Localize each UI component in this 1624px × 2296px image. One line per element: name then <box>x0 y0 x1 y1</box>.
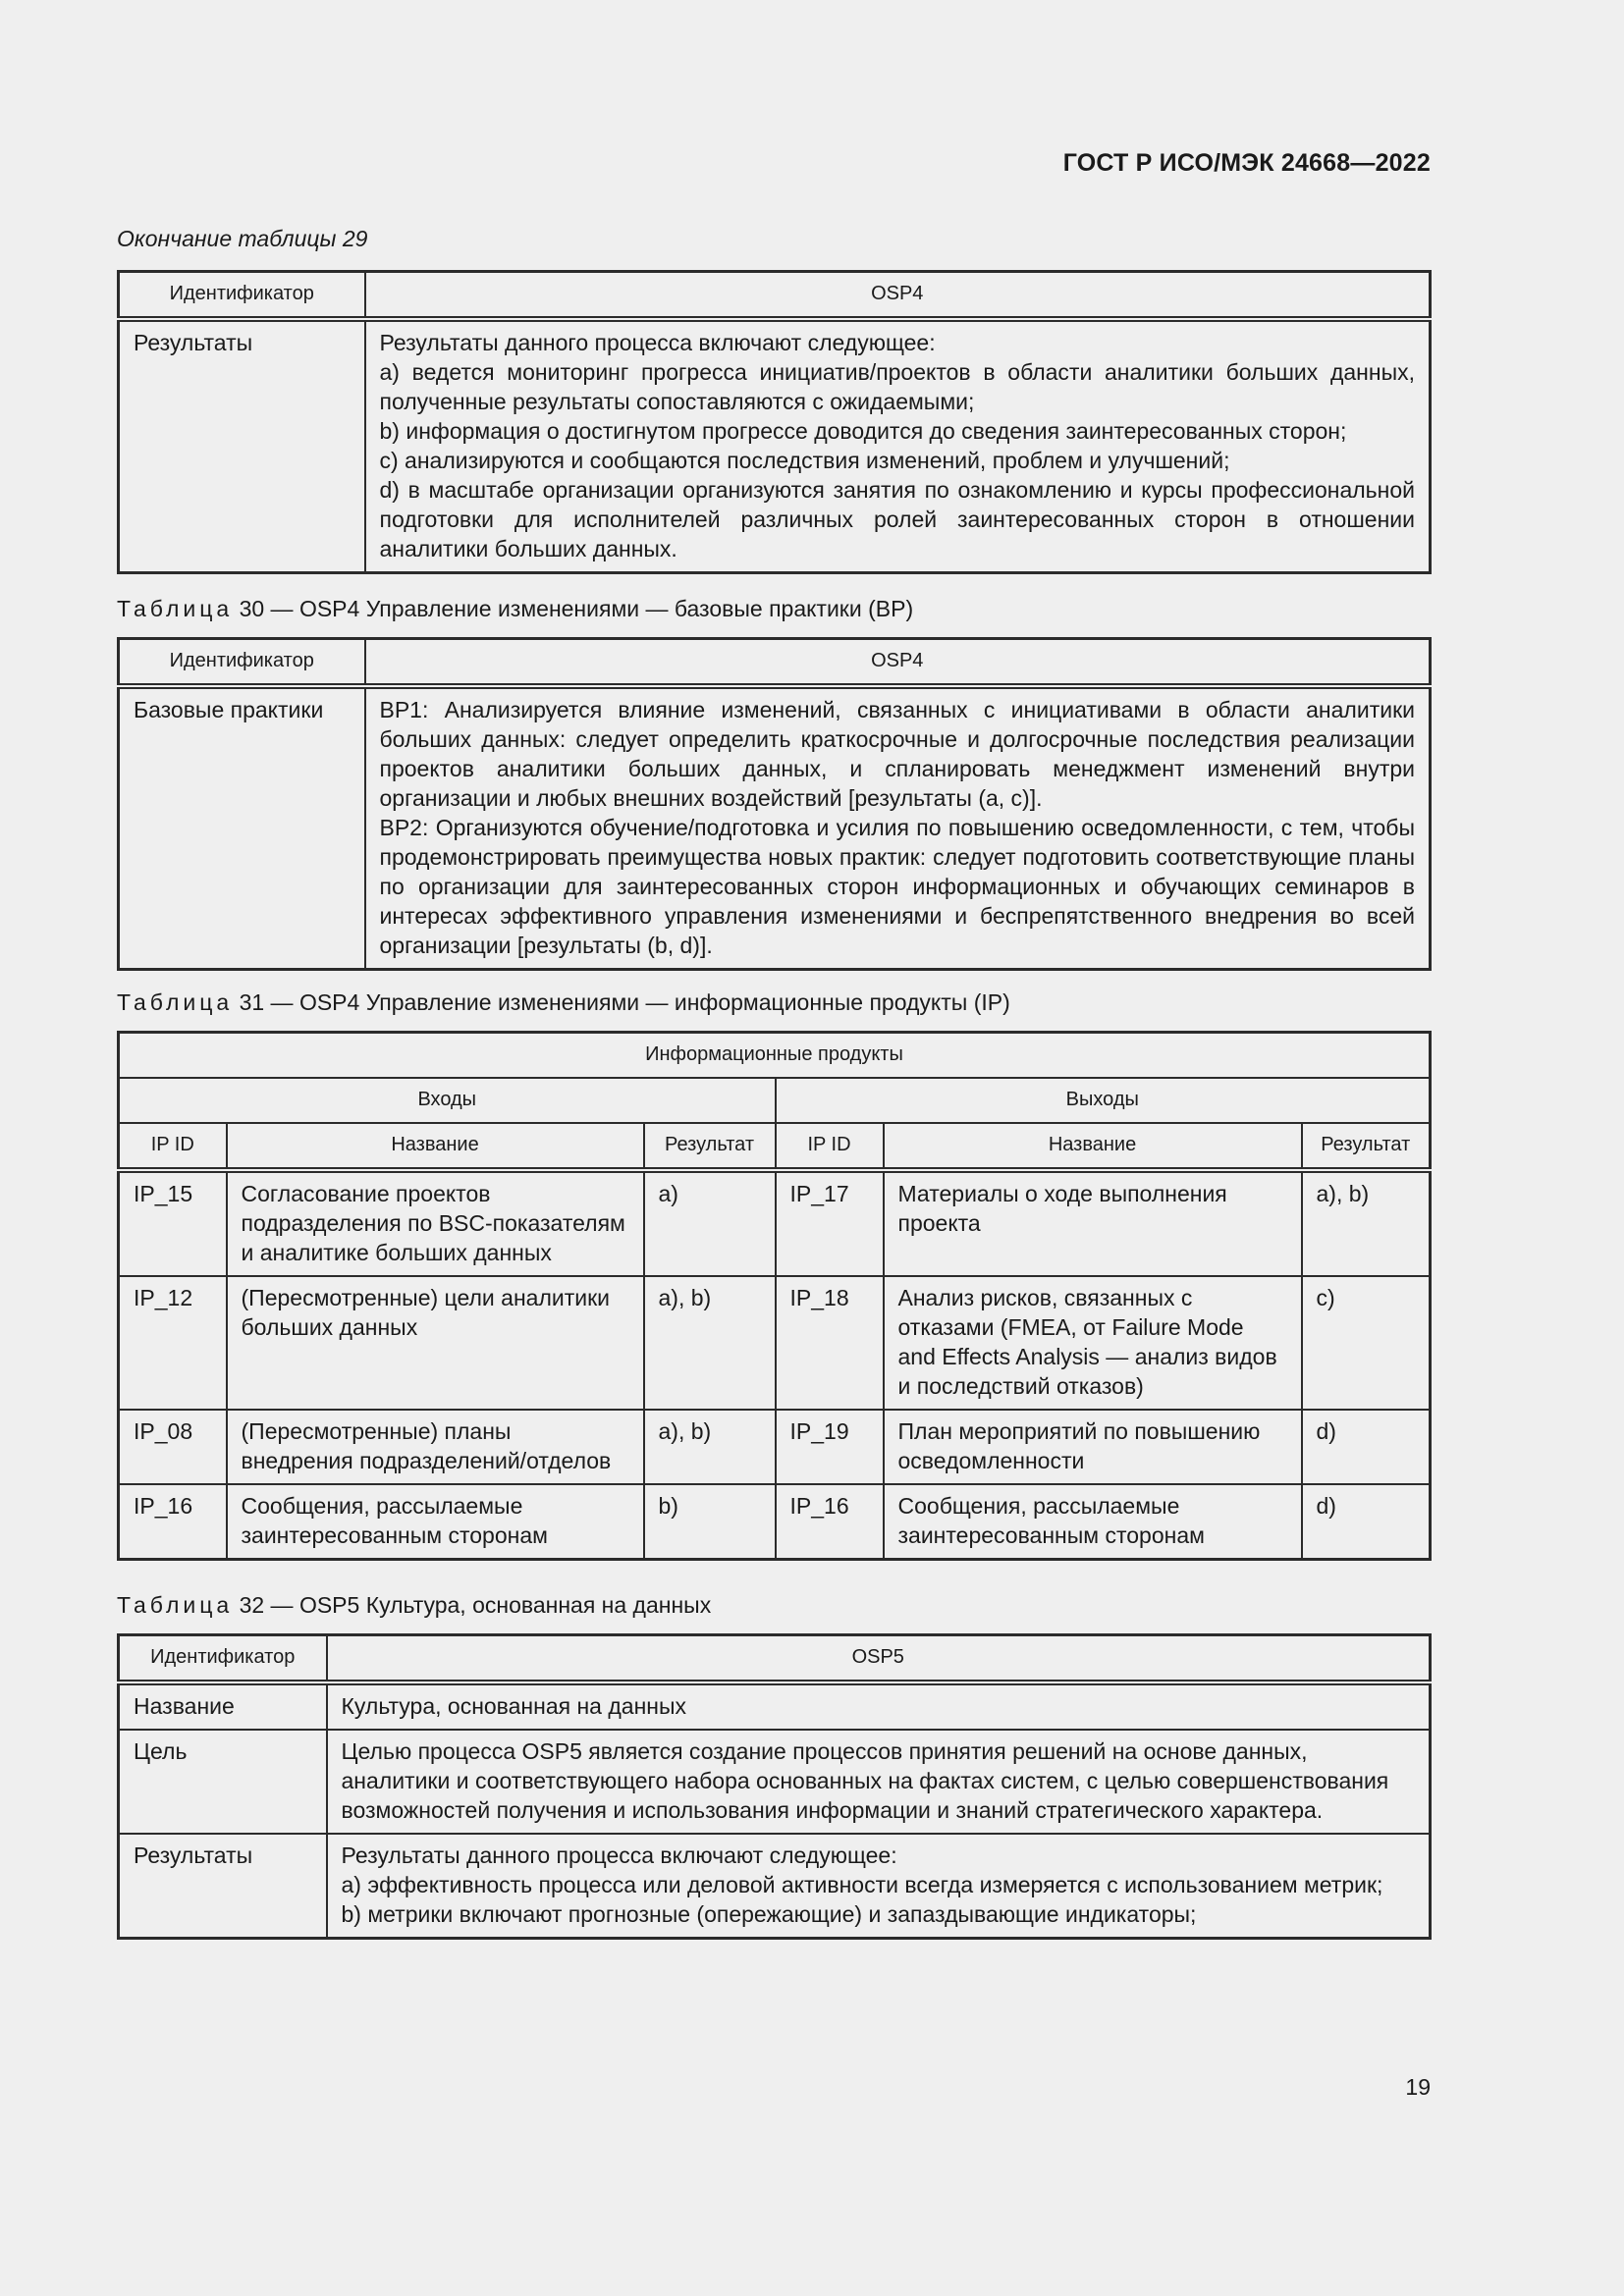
results-cell <box>365 319 1431 573</box>
col-header-process-id: OSP4 <box>365 639 1431 687</box>
results-line: a) ведется мониторинг прогресса инициатив/проектов в области аналитики больших данных, полученные результаты сопоставляются с ожидаемыми; <box>379 359 1415 414</box>
row-label-name: Название <box>119 1682 327 1730</box>
name-cell: Согласование проектов подразделения по BSC-показателям и аналитике больших данных <box>227 1170 644 1276</box>
name-cell: Сообщения, рассылаемые заинтересованным сторонам <box>227 1484 644 1560</box>
ip-id-cell: IP_12 <box>119 1276 227 1410</box>
ip-id-cell: IP_15 <box>119 1170 227 1276</box>
result-cell: d) <box>1302 1410 1431 1484</box>
table-32 <box>117 1633 1432 1940</box>
results-line: a) эффективность процесса или деловой активности всегда измеряется с использованием метрик; <box>341 1872 1383 1897</box>
name-cell: Материалы о ходе выполнения проекта <box>884 1170 1302 1276</box>
result-cell: a), b) <box>644 1410 776 1484</box>
col-name: Название <box>227 1123 644 1170</box>
col-ip-id: IP ID <box>776 1123 884 1170</box>
table-row <box>119 1484 1431 1560</box>
caption-text: 31 — OSP4 Управление изменениями — информационные продукты (IP) <box>239 989 1010 1015</box>
table-row <box>119 1410 1431 1484</box>
result-cell: d) <box>1302 1484 1431 1560</box>
table-30 <box>117 637 1432 971</box>
name-cell: План мероприятий по повышению осведомленности <box>884 1410 1302 1484</box>
name-cell: Сообщения, рассылаемые заинтересованным сторонам <box>884 1484 1302 1560</box>
caption-prefix: Таблица <box>117 1592 234 1618</box>
ip-id-cell: IP_16 <box>776 1484 884 1560</box>
caption-prefix: Таблица <box>117 989 234 1015</box>
col-name: Название <box>884 1123 1302 1170</box>
outputs-header: Выходы <box>776 1078 1431 1123</box>
info-products-header: Информационные продукты <box>119 1033 1431 1079</box>
practice-item: BP2: Организуются обучение/подготовка и усилия по повышению осведомленности, с тем, чтобы продемонстрировать преимущества новых практик: следует подготовить соответствующие планы по организации для заинтересованных сторон информационных и обучающих семинаров в интересах эффективного управления изменениями и беспрепятственного внедрения во всей организации [результаты (b, d)]. <box>379 815 1415 958</box>
page-number: 19 <box>1405 2074 1431 2100</box>
results-line: Результаты данного процесса включают следующее: <box>379 330 936 355</box>
caption-text: 30 — OSP4 Управление изменениями — базовые практики (BP) <box>239 596 914 621</box>
results-line: d) в масштабе организации организуются занятия по ознакомлению и курсы профессиональной подготовки для исполнителей различных ролей заинтересованных сторон в отношении аналитики больших данных. <box>379 477 1415 561</box>
document-id-header: ГОСТ Р ИСО/МЭК 24668—2022 <box>1062 149 1431 177</box>
col-header-identifier: Идентификатор <box>119 639 365 687</box>
table31-caption <box>117 989 1010 1016</box>
ip-id-cell: IP_08 <box>119 1410 227 1484</box>
row-label-results: Результаты <box>119 1834 327 1939</box>
name-value-cell: Культура, основанная на данных <box>327 1682 1431 1730</box>
col-result: Результат <box>644 1123 776 1170</box>
goal-value-cell: Целью процесса OSP5 является создание процессов принятия решений на основе данных, аналитики и соответствующего набора основанных на фактах систем, с целью совершенствования возможностей получения и использования информации и знаний стратегического характера. <box>327 1730 1431 1834</box>
result-cell: a), b) <box>1302 1170 1431 1276</box>
row-label-results: Результаты <box>119 319 365 573</box>
results-line: b) метрики включают прогнозные (опережающие) и запаздывающие индикаторы; <box>341 1901 1197 1927</box>
caption-prefix: Таблица <box>117 596 234 621</box>
result-cell: b) <box>644 1484 776 1560</box>
result-cell: c) <box>1302 1276 1431 1410</box>
results-line: Результаты данного процесса включают следующее: <box>341 1842 897 1868</box>
ip-id-cell: IP_16 <box>119 1484 227 1560</box>
base-practices-cell <box>365 686 1431 970</box>
ip-id-cell: IP_17 <box>776 1170 884 1276</box>
col-header-process-id: OSP4 <box>365 272 1431 320</box>
name-cell: (Пересмотренные) цели аналитики больших данных <box>227 1276 644 1410</box>
result-cell: a) <box>644 1170 776 1276</box>
name-cell: Анализ рисков, связанных с отказами (FMEA, от Failure Mode and Effects Analysis — анализ видов и последствий отказов) <box>884 1276 1302 1410</box>
practice-item: BP1: Анализируется влияние изменений, связанных с инициативами в области аналитики больших данных: следует определить краткосрочные и долгосрочные последствия реализации проектов аналитики больших данных, и спланировать менеджмент изменений внутри организации и любых внешних воздействий [результаты (a, c)]. <box>379 697 1415 811</box>
table-31 <box>117 1031 1432 1561</box>
col-header-identifier: Идентификатор <box>119 1635 327 1683</box>
table-29-end <box>117 270 1432 574</box>
row-label-goal: Цель <box>119 1730 327 1834</box>
table29-caption: Окончание таблицы 29 <box>117 226 368 251</box>
results-line: c) анализируются и сообщаются последствия изменений, проблем и улучшений; <box>379 448 1230 473</box>
inputs-header: Входы <box>119 1078 776 1123</box>
col-header-process-id: OSP5 <box>327 1635 1431 1683</box>
col-result: Результат <box>1302 1123 1431 1170</box>
ip-id-cell: IP_18 <box>776 1276 884 1410</box>
table30-caption <box>117 596 913 622</box>
row-label-base-practices: Базовые практики <box>119 686 365 970</box>
name-cell: (Пересмотренные) планы внедрения подразделений/отделов <box>227 1410 644 1484</box>
table-row <box>119 1170 1431 1276</box>
col-ip-id: IP ID <box>119 1123 227 1170</box>
results-cell <box>327 1834 1431 1939</box>
ip-id-cell: IP_19 <box>776 1410 884 1484</box>
table32-caption <box>117 1592 711 1619</box>
col-header-identifier: Идентификатор <box>119 272 365 320</box>
results-line: b) информация о достигнутом прогрессе доводится до сведения заинтересованных сторон; <box>379 418 1347 444</box>
caption-text: 32 — OSP5 Культура, основанная на данных <box>239 1592 712 1618</box>
result-cell: a), b) <box>644 1276 776 1410</box>
table-row <box>119 1276 1431 1410</box>
